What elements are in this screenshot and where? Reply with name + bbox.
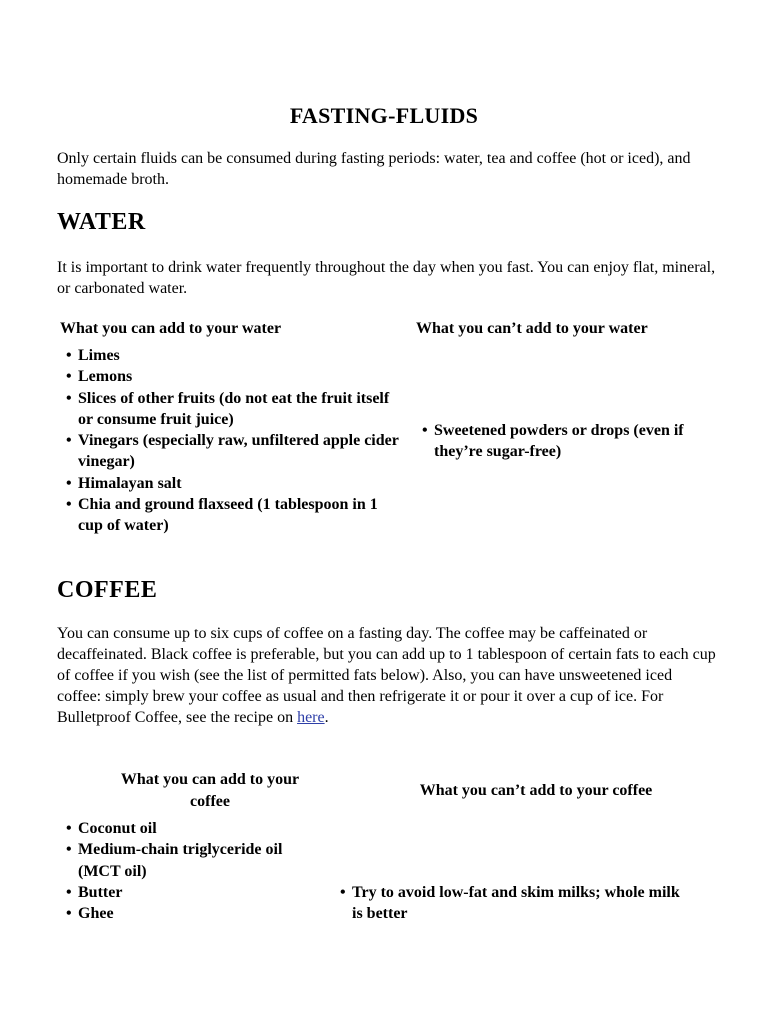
list-item: • Butter: [58, 882, 318, 903]
list-item: • Himalayan salt: [58, 473, 403, 494]
list-item: • Slices of other fruits (do not eat the fruit itself or consume fruit juice): [58, 388, 403, 431]
list-item: • Vinegars (especially raw, unfiltered apple cider vinegar): [58, 430, 403, 473]
recipe-link[interactable]: here: [297, 709, 325, 726]
page-title: FASTING-FLUIDS: [289, 103, 479, 128]
water-can-add-header: What you can add to your water: [60, 320, 282, 337]
list-item: • Try to avoid low-fat and skim milks; whole milk is better: [332, 882, 692, 925]
coffee-can-add-list: [58, 818, 318, 924]
coffee-cant-add-header: What you can’t add to your coffee: [419, 782, 653, 799]
water-cant-add-list: [414, 420, 714, 463]
coffee-heading: COFFEE: [57, 577, 158, 603]
list-item: • Lemons: [58, 366, 403, 387]
water-cant-add-header: What you can’t add to your water: [416, 320, 648, 337]
list-item: • Limes: [58, 345, 403, 366]
list-item: • Chia and ground flaxseed (1 tablespoon in 1 cup of water): [58, 494, 403, 537]
water-paragraph: It is important to drink water frequently throughout the day when you fast. You can enjoy flat, mineral, or carbonated water.: [57, 259, 716, 297]
list-item: • Ghee: [58, 903, 318, 924]
coffee-paragraph: [57, 623, 717, 728]
intro-paragraph: Only certain fluids can be consumed during fasting periods: water, tea and coffee (hot or iced), and homemade broth.: [57, 150, 691, 188]
coffee-cant-add-list: [332, 882, 692, 925]
water-heading: WATER: [57, 209, 146, 235]
list-item: • Medium-chain triglyceride oil (MCT oil): [58, 839, 318, 882]
water-can-add-list: [58, 345, 403, 537]
coffee-paragraph-text: You can consume up to six cups of coffee on a fasting day. The coffee may be caffeinated or decaffeinated. Black coffee is preferable, but you can add up to 1 tablespoon of certain fats to each cup of coffee if you wish (see the list of permitted fats below). Also, you can have unsweetened iced coffee: simply brew your coffee as usual and then refrigerate it or pour it over a cup of ice. For Bulletproof Coffee, see the recipe on: [57, 625, 716, 726]
list-item: • Sweetened powders or drops (even if they’re sugar-free): [414, 420, 714, 463]
list-item: • Coconut oil: [58, 818, 318, 839]
coffee-can-add-header: What you can add to your coffee: [120, 771, 300, 810]
coffee-paragraph-end: .: [324, 709, 329, 726]
